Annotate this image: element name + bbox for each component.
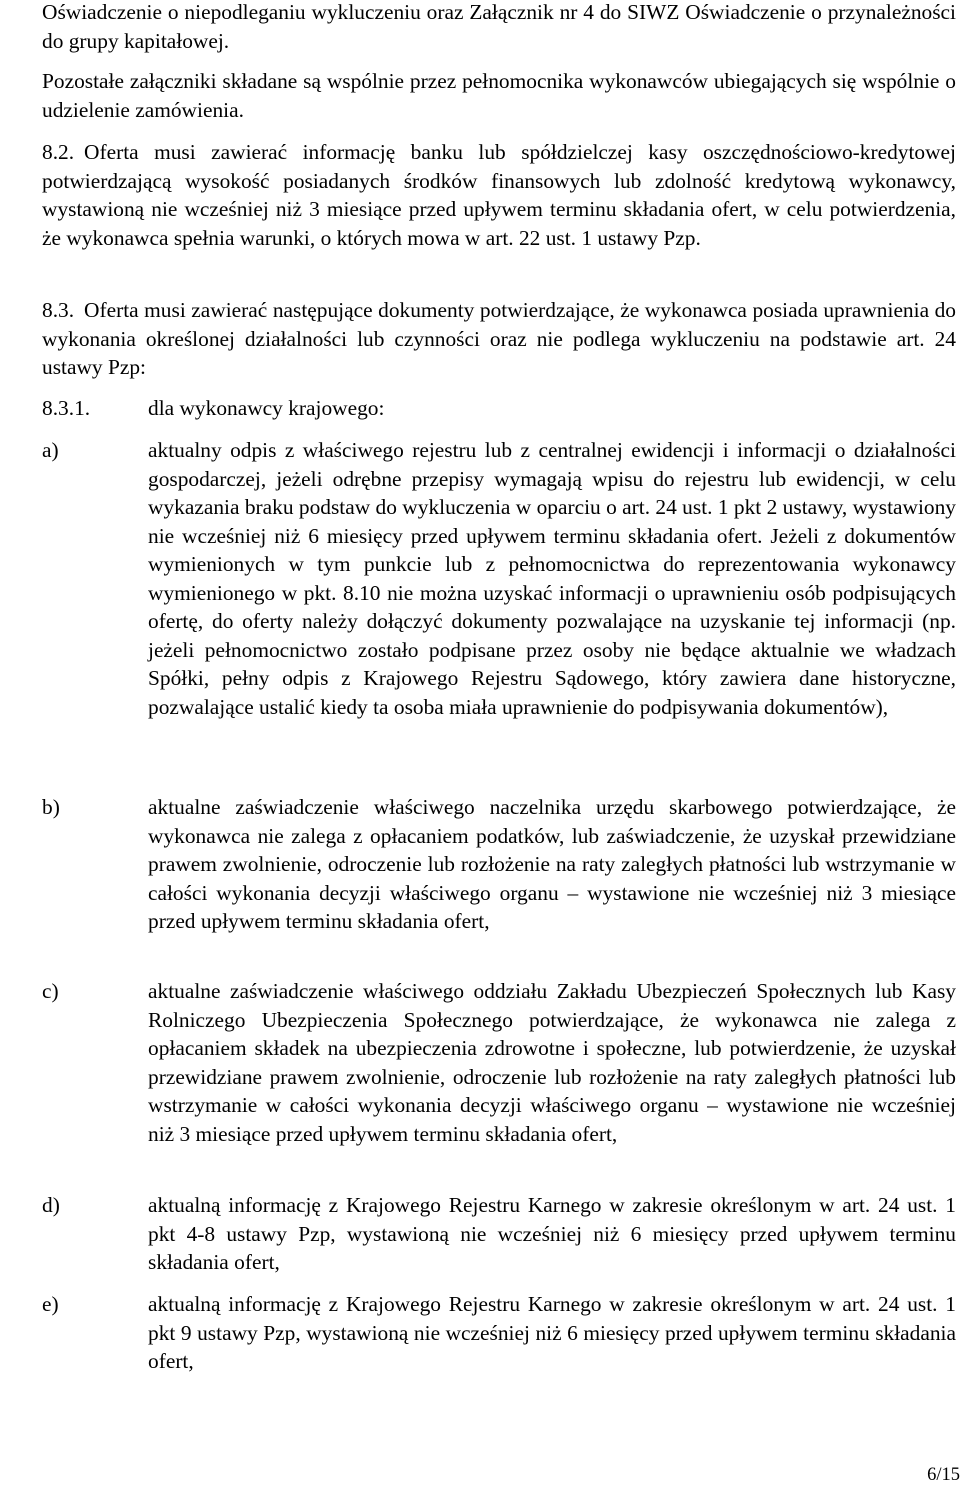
list-item-text: aktualną informację z Krajowego Rejestru Karnego w zakresie określonym w art. 24 ust. 1 pkt 9 ustawy Pzp, wystawioną nie wcześniej niż 6 miesięcy przed upływem terminu składania ofert, <box>148 1292 956 1373</box>
section-8-3-1 <box>42 396 956 426</box>
section-text: Oferta musi zawierać następujące dokumenty potwierdzające, że wykonawca posiada uprawnienia do wykonania określonej działalności lub czynności oraz nie podlega wykluczeniu na podstawie art. 24 ustawy Pzp: <box>42 298 956 379</box>
list-item-marker: d) <box>42 1193 60 1217</box>
section-8-3 <box>42 296 956 382</box>
intro-continued-paragraph: Oświadczenie o niepodleganiu wykluczeniu oraz Załącznik nr 4 do SIWZ Oświadczenie o przynależności do grupy kapitałowej. <box>42 0 956 53</box>
list-item-text: aktualne zaświadczenie właściwego naczelnika urzędu skarbowego potwierdzające, że wykonawca nie zalega z opłacaniem podatków, lub zaświadczenie, że uzyskał przewidziane prawem zwolnienie, odroczenie lub rozłożenie na raty zaległych płatności lub wstrzymanie w całości wykonania decyzji właściwego organu – wystawione nie wcześniej niż 3 miesiące przed upływem terminu składania ofert, <box>148 795 956 933</box>
intro-joint-paragraph: Pozostałe załączniki składane są wspólnie przez pełnomocnika wykonawców ubiegających się wspólnie o udzielenie zamówienia. <box>42 69 956 122</box>
list-item-marker: e) <box>42 1292 59 1316</box>
subsection-number: 8.3.1. <box>42 396 91 420</box>
list-item-marker: a) <box>42 438 59 462</box>
subsection-text: dla wykonawcy krajowego: <box>148 396 385 420</box>
list-item-text: aktualną informację z Krajowego Rejestru Karnego w zakresie określonym w art. 24 ust. 1 pkt 4-8 ustawy Pzp, wystawioną nie wcześniej niż 6 miesięcy przed upływem terminu składania ofert, <box>148 1193 956 1274</box>
list-item-marker: b) <box>42 795 60 819</box>
section-number: 8.3. <box>42 298 75 322</box>
section-8-2 <box>42 138 956 252</box>
list-item-marker: c) <box>42 979 59 1003</box>
list-item-text: aktualne zaświadczenie właściwego oddziału Zakładu Ubezpieczeń Społecznych lub Kasy Rolniczego Ubezpieczenia Społecznego potwierdzające, że wykonawca nie zalega z opłacaniem składek na ubezpieczenia zdrowotne i społeczne, lub potwierdzenie, że uzyskał przewidziane prawem zwolnienie, odroczenie lub rozłożenie na raty zaległych płatności lub wstrzymanie w całości wykonania decyzji właściwego organu – wystawione nie wcześniej niż 3 miesiące przed upływem terminu składania ofert, <box>148 979 956 1146</box>
section-number: 8.2. <box>42 140 75 164</box>
section-text: Oferta musi zawierać informację banku lub spółdzielczej kasy oszczędnościowo-kredytowej potwierdzającą wysokość posiadanych środków finansowych lub zdolność kredytową wykonawcy, wystawioną nie wcześniej niż 3 miesiące przed upływem terminu składania ofert, w celu potwierdzenia, że wykonawca spełnia warunki, o których mowa w art. 22 ust. 1 ustawy Pzp. <box>42 140 956 250</box>
page-number: 6/15 <box>927 1465 960 1485</box>
list-item-text: aktualny odpis z właściwego rejestru lub z centralnej ewidencji i informacji o działalności gospodarczej, jeżeli odrębne przepisy wymagają wpisu do rejestru lub ewidencji, w celu wykazania braku podstaw do wykluczenia w oparciu o art. 24 ust. 1 pkt 2 ustawy, wystawiony nie wcześniej niż 6 miesięcy przed upływem terminu składania ofert. Jeżeli z dokumentów wymienionych w tym punkcie lub z pełnomocnictwa do reprezentowania wykonawcy wymienionego w pkt. 8.10 nie można uzyskać informacji o uprawnieniu osób podpisujących ofertę, do oferty należy dołączyć dokumenty pozwalające na uzyskanie tej informacji (np. jeżeli pełnomocnictwo zostało podpisane przez osoby nie będące aktualnie we władzach Spółki, pełny odpis z Krajowego Rejestru Sądowego, który zawiera dane historyczne, pozwalające ustalić kiedy ta osoba miała uprawnienie do podpisywania dokumentów), <box>148 438 956 719</box>
